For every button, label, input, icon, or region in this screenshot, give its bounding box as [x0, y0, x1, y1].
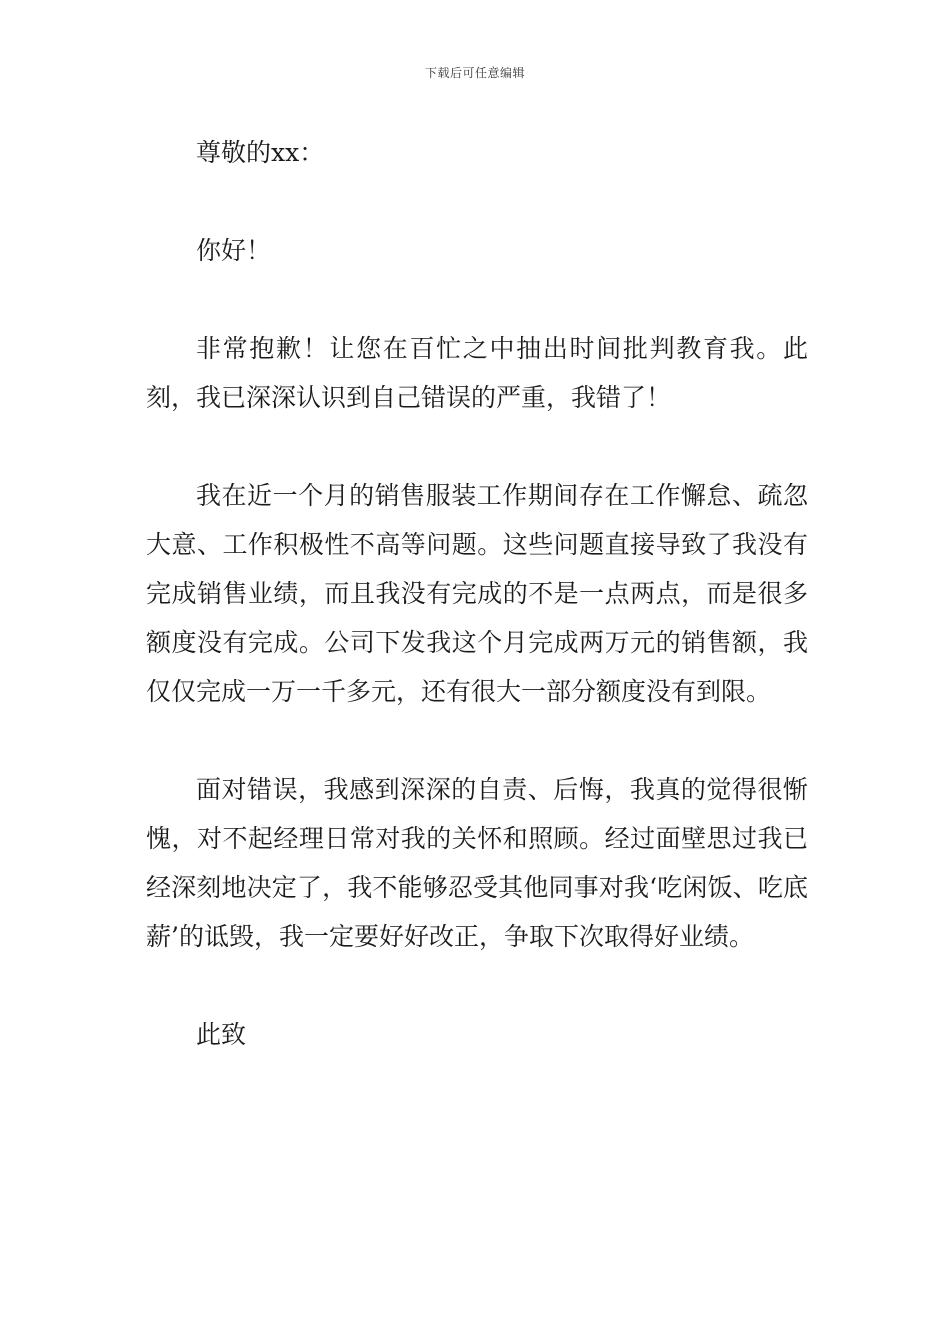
paragraph-remorse: 面对错误，我感到深深的自责、后悔，我真的觉得很惭愧，对不起经理日常对我的关怀和照顾。经过面壁思过我已经深刻地决定了，我不能够忍受其他同事对我‘吃闲饭、吃底薪’的诋毁，我一定要好好改正，争取下次取得好业绩。 — [146, 775, 808, 951]
closing: 此致 — [196, 1020, 247, 1049]
paragraph-problems: 我在近一个月的销售服装工作期间存在工作懈怠、疏忽大意、工作积极性不高等问题。这些问题直接导致了我没有完成销售业绩，而且我没有完成的不是一点两点，而是很多额度没有完成。公司下发我这个月完成两万元的销售额，我仅仅完成一万一千多元，还有很大一部分额度没有到限。 — [146, 481, 808, 706]
letter-body — [146, 128, 808, 1059]
download-note: 下载后可任意编辑 — [424, 66, 525, 80]
salutation: 尊敬的xx： — [196, 138, 325, 167]
paragraph-apology: 非常抱歉！让您在百忙之中抽出时间批判教育我。此刻，我已深深认识到自己错误的严重，我错了！ — [146, 334, 808, 412]
greeting: 你好！ — [196, 236, 272, 265]
